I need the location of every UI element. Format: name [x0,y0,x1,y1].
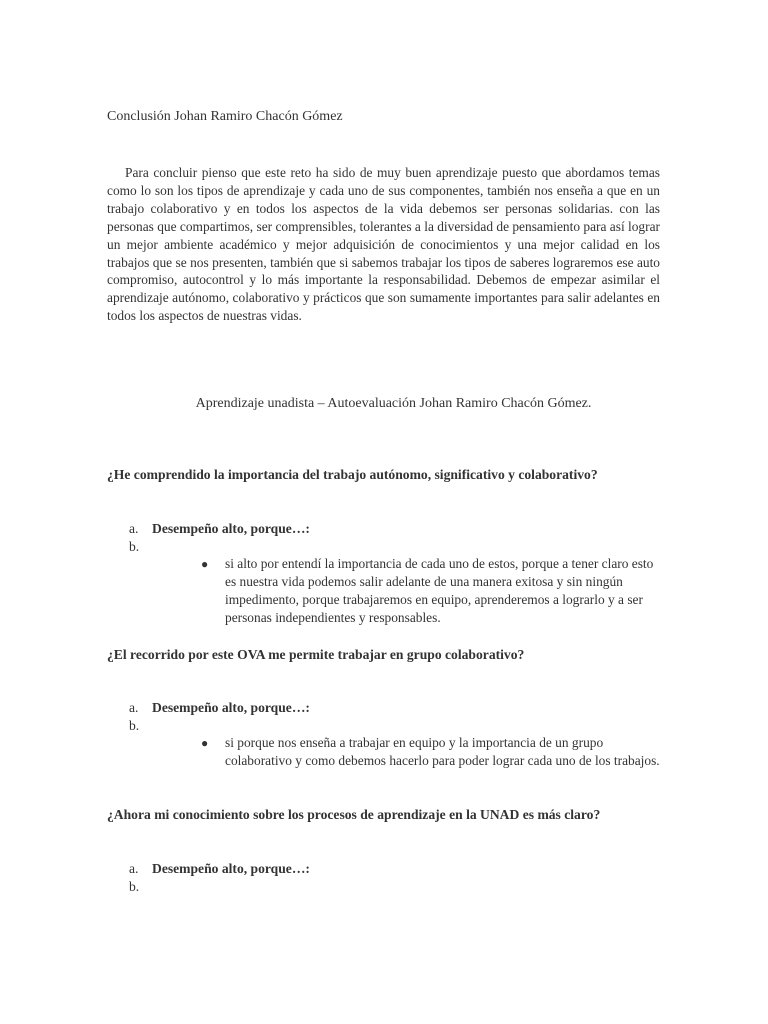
bullet-text: si porque nos enseña a trabajar en equipo y la importancia de un grupo colaborativo y como debemos hacerlo para poder lograr cada uno de los trabajos. [225,735,660,768]
self-eval-title: Aprendizaje unadista – Autoevaluación Johan Ramiro Chacón Gómez. [195,396,592,411]
option-letter: a. [129,700,139,715]
option-letter: b. [129,539,140,554]
option-letter: a. [129,861,139,876]
question-1-option-a [129,520,310,538]
option-text: Desempeño alto, porque…: [152,521,310,536]
bullet-icon: ● [201,557,209,571]
bullet-text: si alto por entendí la importancia de cada uno de estos, porque a tener claro esto es nuestra vida podemos salir adelante de una manera exitosa y sin ningún impedimento, porque trabajaremos en equipo, aprenderemos a lograrlo y a ser personas independientes y responsables. [225,556,654,625]
conclusion-heading: Conclusión Johan Ramiro Chacón Gómez [107,109,343,124]
conclusion-paragraph-text: Para concluir pienso que este reto ha sido de muy buen aprendizaje puesto que abordamos temas como lo son los tipos de aprendizaje y cada uno de sus componentes, también nos enseña a que en un trabajo colaborativo y en todos los aspectos de la vida debemos ser personas solidarias. con las personas que compartimos, ser comprensibles, tolerantes a la diversidad de pensamiento para así lograr un mejor ambiente académico y mejor adquisición de conocimientos y una mejor calidad en los trabajos que se nos presenten, también que si sabemos trabajar los tipos de saberes lograremos ese auto compromiso, autocontrol y lo más importante la responsabilidad. Debemos de empezar asimilar el aprendizaje autónomo, colaborativo y prácticos que son sumamente importantes para salir adelantes en todos los aspectos de nuestras vidas. [107,165,660,324]
question-1-option-b [129,538,152,556]
conclusion-paragraph [107,164,660,325]
question-1-bullet [201,555,665,627]
option-text: Desempeño alto, porque…: [152,700,310,715]
question-2-bullet [201,734,665,770]
question-2-option-a [129,699,310,717]
question-2-option-b [129,717,152,735]
option-letter: a. [129,521,139,536]
bullet-icon: ● [201,736,209,750]
question-3-option-a [129,860,310,878]
option-letter: b. [129,718,140,733]
question-1: ¿He comprendido la importancia del trabajo autónomo, significativo y colaborativo? [107,467,598,482]
question-3: ¿Ahora mi conocimiento sobre los procesos de aprendizaje en la UNAD es más claro? [107,807,601,822]
option-letter: b. [129,879,140,894]
question-3-option-b [129,878,152,896]
question-2: ¿El recorrido por este OVA me permite trabajar en grupo colaborativo? [107,647,525,662]
option-text: Desempeño alto, porque…: [152,861,310,876]
